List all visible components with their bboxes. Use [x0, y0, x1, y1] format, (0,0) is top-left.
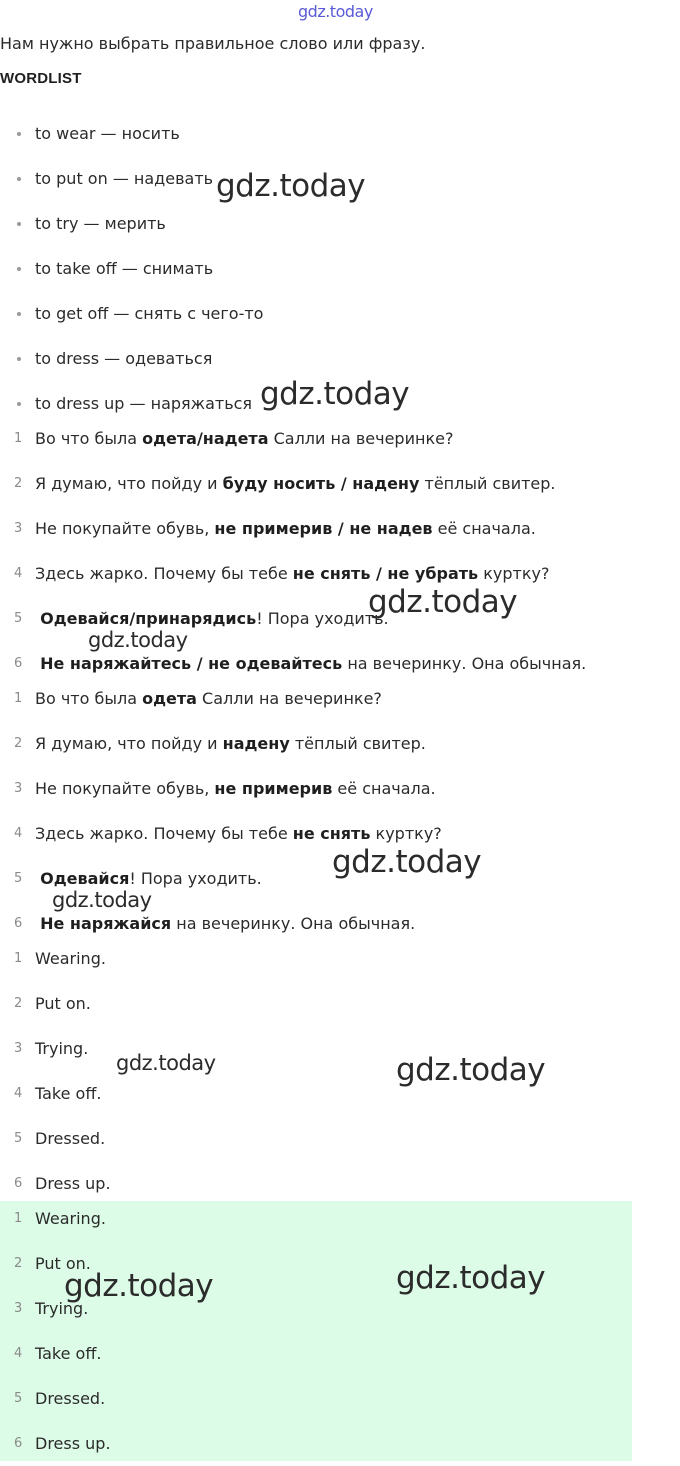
item-text: [35, 474, 556, 493]
top-watermark: gdz.today: [298, 2, 373, 21]
item-text: [35, 519, 536, 538]
item-text: Put on.: [35, 994, 91, 1013]
item-text: Dressed.: [35, 1389, 106, 1408]
item-number: 1: [14, 1211, 23, 1226]
item-text-post: её сначала.: [332, 779, 436, 798]
item-text: Dressed.: [35, 1129, 106, 1148]
item-text-post: куртку?: [478, 564, 550, 583]
item-text: [35, 869, 262, 888]
item-text: Put on.: [35, 1254, 91, 1273]
answer-highlight-block: [0, 1201, 632, 1461]
item-text-pre: Здесь жарко. Почему бы тебе: [35, 564, 293, 583]
item-text-post: Салли на вечеринке?: [268, 429, 454, 448]
wordlist-item-text: to wear — носить: [35, 124, 180, 143]
item-text-bold: Не наряжайтесь / не одевайтесь: [40, 654, 343, 673]
watermark-text: gdz.today: [260, 376, 410, 412]
item-text-bold: не снять: [292, 824, 371, 843]
wordlist-item-text: to dress — одеваться: [35, 349, 213, 368]
bullet-dot: [17, 402, 21, 406]
item-text-post: тёплый свитер.: [419, 474, 556, 493]
bullet-dot: [17, 177, 21, 181]
bullet-dot: [17, 132, 21, 136]
item-text-post: Салли на вечеринке?: [196, 689, 382, 708]
item-text-pre: Я думаю, что пойду и: [35, 474, 223, 493]
item-text-post: на вечеринку. Она обычная.: [171, 914, 416, 933]
item-text-bold: буду носить / надену: [222, 474, 420, 493]
item-number: 2: [14, 1256, 23, 1271]
item-text: [35, 654, 586, 673]
item-text: [35, 429, 453, 448]
watermark-text: gdz.today: [116, 1051, 216, 1075]
watermark-text: gdz.today: [368, 584, 518, 620]
item-number: 1: [14, 431, 23, 446]
watermark-text: gdz.today: [52, 888, 152, 912]
item-text-bold: Не наряжайся: [40, 914, 172, 933]
item-text: [35, 914, 415, 933]
item-number: 6: [14, 916, 23, 931]
item-text-post: тёплый свитер.: [289, 734, 426, 753]
item-text-bold: не примерив / не надев: [214, 519, 433, 538]
item-text: [35, 609, 389, 628]
item-text-post: ! Пора уходить.: [129, 869, 262, 888]
item-number: 4: [14, 1086, 23, 1101]
item-text-bold: одета: [142, 689, 197, 708]
item-text-bold: надену: [222, 734, 290, 753]
item-number: 6: [14, 1176, 23, 1191]
item-number: 6: [14, 1436, 23, 1451]
wordlist-title: WORDLIST: [0, 70, 82, 87]
wordlist-item-text: to try — мерить: [35, 214, 166, 233]
item-text-pre: Во что была: [35, 689, 143, 708]
item-text: Take off.: [35, 1084, 102, 1103]
item-text-post: на вечеринку. Она обычная.: [342, 654, 587, 673]
wordlist-item-text: to put on — надевать: [35, 169, 214, 188]
item-text-post: куртку?: [370, 824, 442, 843]
item-text-pre: Не покупайте обувь,: [35, 519, 215, 538]
item-text: [35, 779, 436, 798]
item-text-bold: не примерив: [214, 779, 333, 798]
wordlist-item-text: to get off — снять с чего-то: [35, 304, 264, 323]
item-number: 4: [14, 826, 23, 841]
watermark-text: gdz.today: [64, 1268, 214, 1304]
item-number: 3: [14, 781, 23, 796]
bullet-dot: [17, 357, 21, 361]
item-text: Take off.: [35, 1344, 102, 1363]
item-number: 5: [14, 1391, 23, 1406]
item-number: 3: [14, 1041, 23, 1056]
item-number: 5: [14, 1131, 23, 1146]
item-text-bold: Одевайся/принарядись: [40, 609, 257, 628]
item-text-bold: не снять / не убрать: [292, 564, 479, 583]
item-number: 2: [14, 476, 23, 491]
item-number: 4: [14, 566, 23, 581]
item-text: Wearing.: [35, 1209, 106, 1228]
item-text: Trying.: [35, 1299, 89, 1318]
item-text: Wearing.: [35, 949, 106, 968]
item-text-bold: Одевайся: [40, 869, 130, 888]
item-text-post: ! Пора уходить.: [256, 609, 389, 628]
wordlist-item-text: to dress up — наряжаться: [35, 394, 253, 413]
item-text: Dress up.: [35, 1434, 111, 1453]
item-text: [35, 824, 442, 843]
item-number: 2: [14, 996, 23, 1011]
item-text: [35, 564, 549, 583]
intro-text: Нам нужно выбрать правильное слово или фразу.: [0, 34, 426, 53]
wordlist-item-text: to take off — снимать: [35, 259, 214, 278]
bullet-dot: [17, 312, 21, 316]
item-number: 4: [14, 1346, 23, 1361]
item-text: [35, 734, 426, 753]
watermark-text: gdz.today: [88, 628, 188, 652]
item-number: 3: [14, 1301, 23, 1316]
item-text: Trying.: [35, 1039, 89, 1058]
bullet-dot: [17, 267, 21, 271]
item-text-pre: Во что была: [35, 429, 143, 448]
item-text-pre: Не покупайте обувь,: [35, 779, 215, 798]
item-number: 5: [14, 871, 23, 886]
watermark-text: gdz.today: [332, 844, 482, 880]
item-number: 1: [14, 691, 23, 706]
watermark-text: gdz.today: [216, 168, 366, 204]
item-number: 2: [14, 736, 23, 751]
item-number: 3: [14, 521, 23, 536]
item-number: 6: [14, 656, 23, 671]
watermark-text: gdz.today: [396, 1052, 546, 1088]
item-text-pre: Я думаю, что пойду и: [35, 734, 223, 753]
item-text: Dress up.: [35, 1174, 111, 1193]
item-number: 1: [14, 951, 23, 966]
item-text-pre: Здесь жарко. Почему бы тебе: [35, 824, 293, 843]
bullet-dot: [17, 222, 21, 226]
item-number: 5: [14, 611, 23, 626]
item-text-bold: одета/надета: [142, 429, 269, 448]
watermark-text: gdz.today: [396, 1260, 546, 1296]
item-text-post: её сначала.: [432, 519, 536, 538]
item-text: [35, 689, 382, 708]
